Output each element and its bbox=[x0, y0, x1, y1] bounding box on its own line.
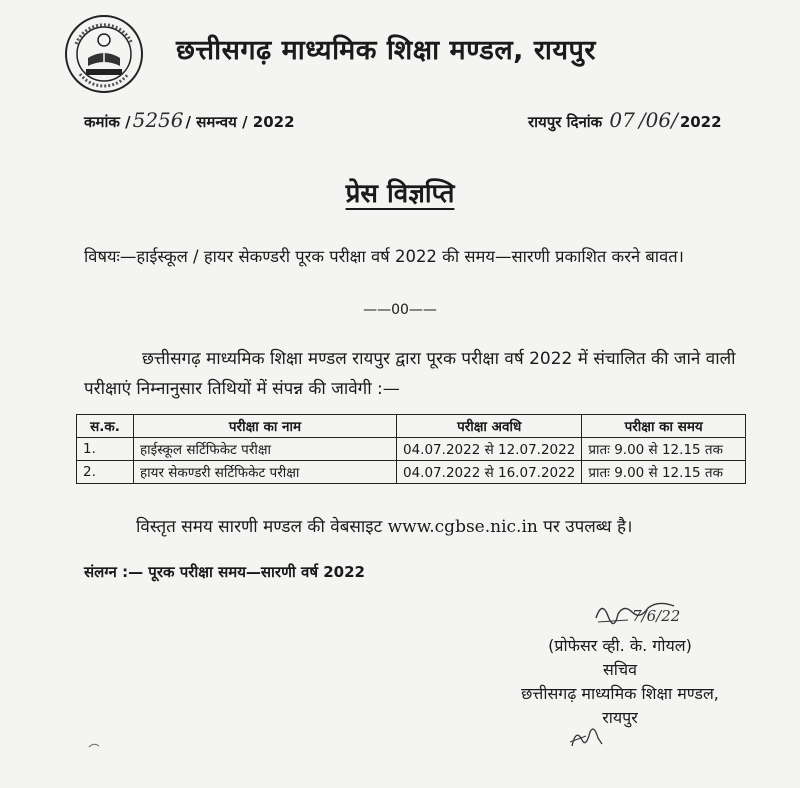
ref-handwritten-number: 5256 bbox=[132, 108, 184, 132]
header-exam-time: परीक्षा का समय bbox=[582, 415, 746, 438]
signatory-organization: छत्तीसगढ़ माध्यमिक शिक्षा मण्डल, bbox=[521, 684, 719, 703]
date-year: 2022 bbox=[679, 113, 722, 131]
signatory-city: रायपुर bbox=[602, 708, 638, 727]
website-url[interactable]: www.cgbse.nic.in bbox=[387, 517, 538, 537]
signatory-name: (प्रोफेसर व्ही. के. गोयल) bbox=[548, 636, 692, 655]
signature-date: 7/6/22 bbox=[632, 607, 681, 625]
signatory-designation: सचिव bbox=[602, 660, 638, 679]
exam-schedule-table bbox=[76, 414, 746, 484]
cell-serial: 1. bbox=[77, 438, 134, 461]
website-line bbox=[136, 514, 632, 537]
date-prefix: रायपुर दिनांक bbox=[528, 113, 603, 131]
table-header-row bbox=[77, 415, 746, 438]
header-exam-name: परीक्षा का नाम bbox=[134, 415, 397, 438]
heading-text: प्रेस विज्ञप्ति bbox=[345, 179, 455, 209]
ref-prefix: कमांक / bbox=[84, 113, 131, 131]
reference-number bbox=[84, 108, 295, 132]
date-handwritten-day: 07 bbox=[609, 108, 635, 132]
cell-exam-period: 04.07.2022 से 16.07.2022 bbox=[397, 461, 582, 484]
date-handwritten-month: /06/ bbox=[638, 108, 678, 132]
stray-mark-icon bbox=[88, 742, 100, 748]
separator: ——00—— bbox=[363, 302, 437, 318]
board-title: छत्तीसगढ़ माध्यमिक शिक्षा मण्डल, रायपुर bbox=[176, 35, 596, 66]
press-release-heading bbox=[0, 174, 800, 210]
header-exam-period: परीक्षा अवधि bbox=[397, 415, 582, 438]
cell-exam-time: प्रातः 9.00 से 12.15 तक bbox=[582, 461, 746, 484]
initials-scribble-icon bbox=[566, 722, 606, 752]
board-seal-logo-icon bbox=[64, 14, 144, 94]
ref-suffix: / समन्वय / 2022 bbox=[185, 113, 295, 131]
body-paragraph: छत्तीसगढ़ माध्यमिक शिक्षा मण्डल रायपुर द्वारा पूरक परीक्षा वर्ष 2022 में संचालित की जाने वाली परीक्षाएं निम्नानुसार तिथियों में संपन्न की जावेगी :— bbox=[84, 349, 736, 399]
table-row bbox=[77, 461, 746, 484]
subject-line: विषयः—हाईस्कूल / हायर सेकण्डरी पूरक परीक्षा वर्ष 2022 की समय—सारणी प्रकाशित करने बावत। bbox=[84, 247, 684, 266]
cell-exam-name: हायर सेकण्डरी सर्टिफिकेट परीक्षा bbox=[134, 461, 397, 484]
cell-exam-period: 04.07.2022 से 12.07.2022 bbox=[397, 438, 582, 461]
website-after: पर उपलब्ध है। bbox=[543, 517, 633, 537]
cell-exam-name: हाईस्कूल सर्टिफिकेट परीक्षा bbox=[134, 438, 397, 461]
table-row bbox=[77, 438, 746, 461]
website-before: विस्तृत समय सारणी मण्डल की वेबसाइट bbox=[136, 517, 383, 537]
signature-block bbox=[470, 634, 770, 730]
header-serial: स.क. bbox=[77, 415, 134, 438]
enclosure-line: संलग्न :— पूरक परीक्षा समय—सारणी वर्ष 2022 bbox=[84, 563, 365, 581]
reference-date bbox=[528, 108, 722, 132]
cell-exam-time: प्रातः 9.00 से 12.15 तक bbox=[582, 438, 746, 461]
cell-serial: 2. bbox=[77, 461, 134, 484]
